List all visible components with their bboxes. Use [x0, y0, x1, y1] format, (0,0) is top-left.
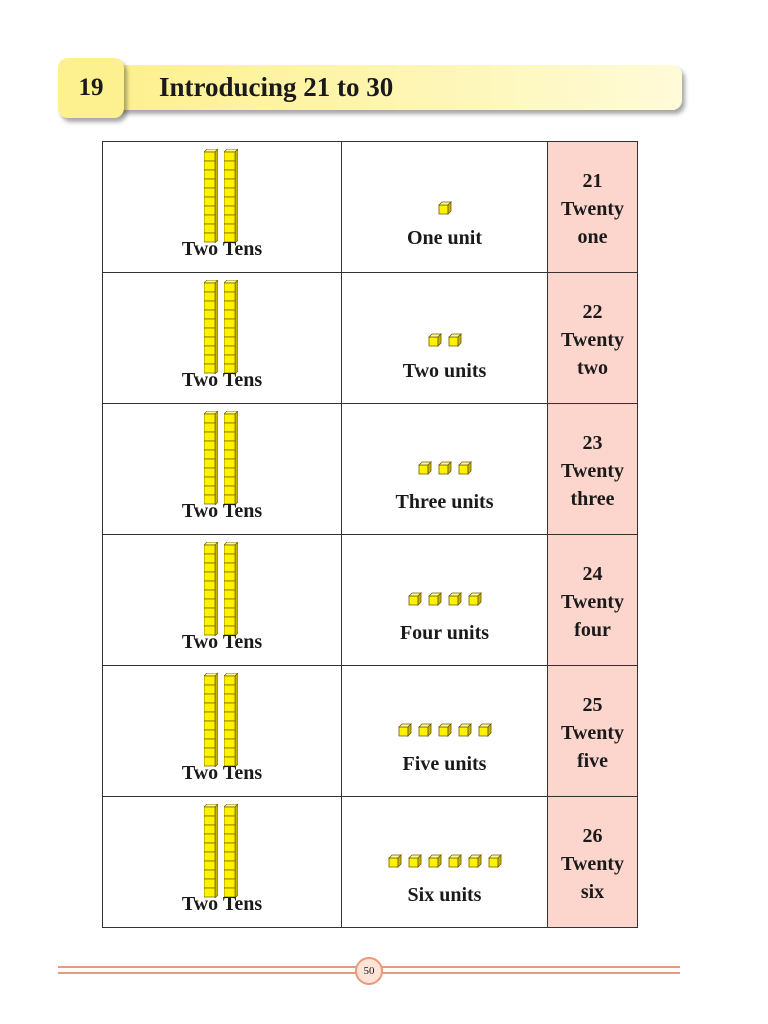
units-label: Five units: [402, 753, 487, 775]
tens-cell: [103, 666, 342, 797]
number-word-first: Twenty: [561, 329, 624, 351]
number-word-second: two: [576, 357, 609, 379]
unit-cube-icon: [428, 854, 442, 868]
units-label: Four units: [399, 622, 490, 644]
number-word-first: Twenty: [561, 722, 624, 744]
table-row: [103, 404, 638, 535]
unit-cubes: [342, 854, 547, 868]
tens-label: Two Tens: [181, 500, 263, 522]
unit-cube-icon: [438, 461, 452, 475]
number-word-second: six: [580, 881, 605, 903]
units-cell: [342, 273, 548, 404]
number-numeral: 22: [582, 301, 603, 323]
number-box: [548, 691, 637, 775]
ten-rod-icon: [224, 542, 238, 636]
unit-cube-icon: [438, 723, 452, 737]
tens-cell: [103, 273, 342, 404]
ten-rod-icon: [204, 149, 218, 243]
table-row: [103, 273, 638, 404]
number-numeral: 21: [582, 170, 603, 192]
ten-rod-icon: [224, 804, 238, 898]
number-cell: [548, 666, 638, 797]
number-cell: [548, 142, 638, 273]
tens-rods: [204, 673, 238, 767]
units-label: One unit: [406, 227, 483, 249]
unit-cube-icon: [478, 723, 492, 737]
tens-cell: [103, 404, 342, 535]
tens-cell: [103, 535, 342, 666]
units-label: Six units: [407, 884, 482, 906]
units-cell: [342, 666, 548, 797]
ten-rod-icon: [224, 673, 238, 767]
unit-cubes: [342, 201, 547, 215]
unit-cube-icon: [418, 723, 432, 737]
number-word-second: three: [570, 488, 615, 510]
unit-cube-icon: [448, 854, 462, 868]
unit-cubes: [342, 592, 547, 606]
number-box: [548, 822, 637, 906]
table-row: [103, 797, 638, 928]
number-word-first: Twenty: [561, 591, 624, 613]
number-numeral: 24: [582, 563, 603, 585]
number-word-second: one: [577, 226, 608, 248]
unit-cube-icon: [428, 592, 442, 606]
tens-label: Two Tens: [181, 762, 263, 784]
unit-cube-icon: [448, 333, 462, 347]
units-label: Two units: [402, 360, 487, 382]
lesson-title: Introducing 21 to 30: [159, 72, 394, 102]
ten-rod-icon: [224, 149, 238, 243]
number-word-second: five: [576, 750, 609, 772]
lesson-number: 19: [78, 74, 104, 101]
tens-label: Two Tens: [181, 893, 263, 915]
number-box: [548, 429, 637, 513]
tens-rods: [204, 149, 238, 243]
number-numeral: 25: [582, 694, 603, 716]
ten-rod-icon: [204, 804, 218, 898]
tens-cell: [103, 142, 342, 273]
unit-cubes: [342, 333, 547, 347]
ten-rod-icon: [224, 280, 238, 374]
unit-cubes: [342, 723, 547, 737]
number-numeral: 26: [582, 825, 603, 847]
number-word-first: Twenty: [561, 198, 624, 220]
table-row: [103, 535, 638, 666]
tens-label: Two Tens: [181, 631, 263, 653]
ten-rod-icon: [204, 280, 218, 374]
unit-cube-icon: [408, 854, 422, 868]
number-box: [548, 560, 637, 644]
tens-rods: [204, 542, 238, 636]
number-word-first: Twenty: [561, 853, 624, 875]
number-box: [548, 167, 637, 251]
ten-rod-icon: [204, 411, 218, 505]
number-cell: [548, 273, 638, 404]
unit-cube-icon: [418, 461, 432, 475]
table-row: [103, 142, 638, 273]
ten-rod-icon: [204, 542, 218, 636]
number-box: [548, 298, 637, 382]
unit-cube-icon: [468, 854, 482, 868]
unit-cube-icon: [408, 592, 422, 606]
ten-rod-icon: [204, 673, 218, 767]
number-word-first: Twenty: [561, 460, 624, 482]
unit-cubes: [342, 461, 547, 475]
unit-cube-icon: [448, 592, 462, 606]
tens-rods: [204, 804, 238, 898]
tens-label: Two Tens: [181, 238, 263, 260]
unit-cube-icon: [468, 592, 482, 606]
units-cell: [342, 404, 548, 535]
unit-cube-icon: [388, 854, 402, 868]
table-row: [103, 666, 638, 797]
unit-cube-icon: [398, 723, 412, 737]
unit-cube-icon: [488, 854, 502, 868]
number-cell: [548, 535, 638, 666]
number-numeral: 23: [582, 432, 603, 454]
place-value-table: [102, 141, 638, 928]
lesson-title-bar: [108, 65, 682, 110]
units-cell: [342, 142, 548, 273]
number-cell: [548, 404, 638, 535]
number-cell: [548, 797, 638, 928]
tens-cell: [103, 797, 342, 928]
tens-rods: [204, 280, 238, 374]
page-number: 50: [363, 965, 375, 977]
units-label: Three units: [395, 491, 494, 513]
unit-cube-icon: [428, 333, 442, 347]
number-word-second: four: [574, 619, 611, 641]
unit-cube-icon: [458, 461, 472, 475]
tens-rods: [204, 411, 238, 505]
page-number-circle: [355, 957, 383, 985]
units-cell: [342, 535, 548, 666]
lesson-number-badge: [58, 58, 124, 118]
unit-cube-icon: [438, 201, 452, 215]
tens-label: Two Tens: [181, 369, 263, 391]
unit-cube-icon: [458, 723, 472, 737]
units-cell: [342, 797, 548, 928]
ten-rod-icon: [224, 411, 238, 505]
